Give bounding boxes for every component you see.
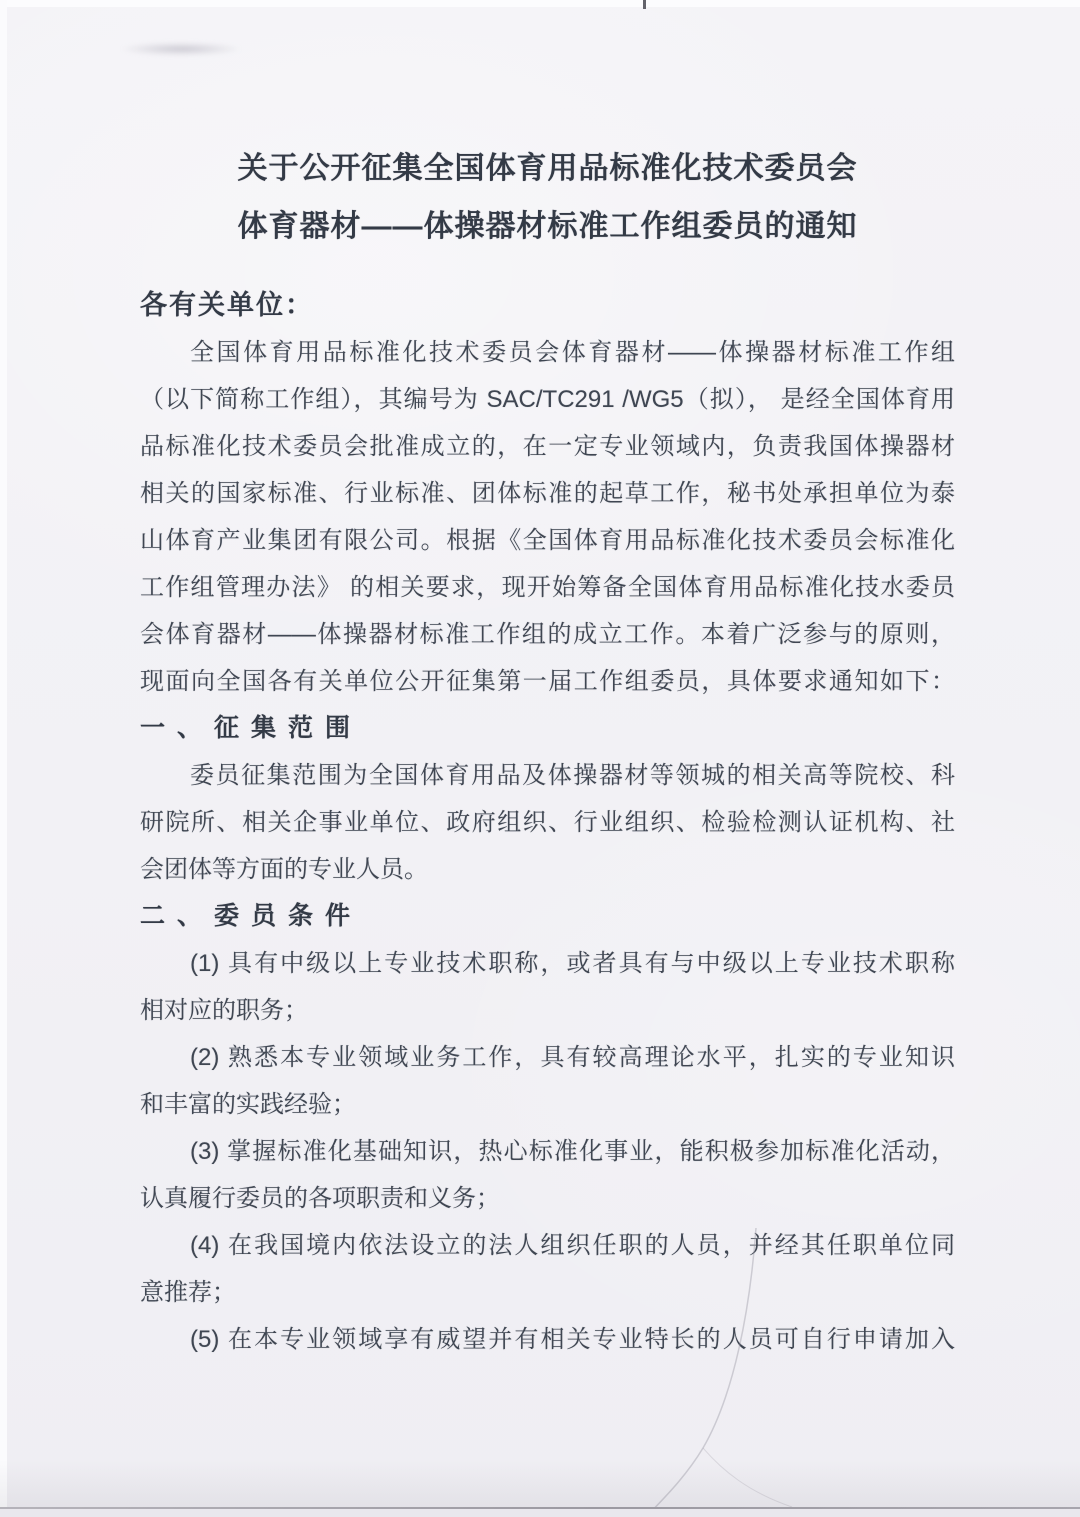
body-line: 山体育产业集团有限公司。根据《全国体育用品标准化技术委员会标准化 xyxy=(140,527,955,554)
body-line: 委员征集范围为全国体育用品及体操器材等领城的相关高等院校、科 xyxy=(190,762,955,789)
body-line: （以下简称工作组），其编号为 SAC/TC291 /WG5（拟）， 是经全国体育用 xyxy=(140,386,955,413)
scanner-background xyxy=(0,1509,1080,1517)
section-heading-scope: 一、征集范围 xyxy=(140,714,363,742)
paper-bottom-shadow xyxy=(0,1460,1080,1507)
document-body xyxy=(140,282,955,1363)
scan-smudge xyxy=(120,42,242,56)
body-line: 会团体等方面的专业人员。 xyxy=(140,856,428,883)
body-line: 工作组管理办法》 的相关要求，现开始筹备全国体育用品标准化技水委员 xyxy=(140,574,955,601)
document-title xyxy=(140,140,955,256)
body-line: 现面向全国各有关单位公开征集第一届工作组委员，具体要求通知如下： xyxy=(140,668,955,695)
document-content xyxy=(140,140,955,1363)
body-line: 研院所、相关企事业单位、政府组织、行业组织、检验检测认证机构、社 xyxy=(140,809,955,836)
body-line: 和丰富的实践经验； xyxy=(140,1091,356,1118)
document-title-line2: 体育器材——体操器材标准工作组委员的通知 xyxy=(237,210,858,243)
scan-tick-mark xyxy=(643,0,646,9)
scan-edge-left xyxy=(0,0,7,1509)
body-line: 认真履行委员的各项职责和义务； xyxy=(140,1185,500,1212)
body-line-item-2: (2) 熟悉本专业领域业务工作，具有较高理论水平，扎实的专业知识 xyxy=(190,1044,955,1071)
body-line-item-5: (5) 在本专业领域享有威望并有相关专业特长的人员可自行申请加入 xyxy=(190,1326,955,1353)
body-line: 全国体育用品标准化技术委员会体育器材——体操器材标准工作组 xyxy=(190,339,955,366)
body-line: 相关的国家标准、行业标准、团体标准的起草工作，秘书处承担单位为泰 xyxy=(140,480,955,507)
body-line-item-4: (4) 在我国境内依法设立的法人组织任职的人员，并经其任职单位同 xyxy=(190,1232,955,1259)
salutation: 各有关单位： xyxy=(140,290,314,320)
document-title-line1: 关于公开征集全国体育用品标准化技术委员会 xyxy=(237,152,858,185)
body-line: 意推荐； xyxy=(140,1279,236,1306)
section-heading-conditions: 二、委员条件 xyxy=(140,902,363,930)
scan-edge-top xyxy=(0,0,1080,7)
body-line: 会体育器材——体操器材标准工作组的成立工作。本着广泛参与的原则， xyxy=(140,621,955,648)
body-line-item-1: (1) 具有中级以上专业技术职称，或者具有与中级以上专业技术职称 xyxy=(190,950,955,977)
body-line: 品标准化技术委员会批准成立的，在一定专业领域内，负责我国体操器材 xyxy=(140,433,955,460)
body-line-item-3: (3) 掌握标准化基础知识，热心标准化事业，能积极参加标准化活动， xyxy=(190,1138,955,1165)
body-line: 相对应的职务； xyxy=(140,997,308,1024)
